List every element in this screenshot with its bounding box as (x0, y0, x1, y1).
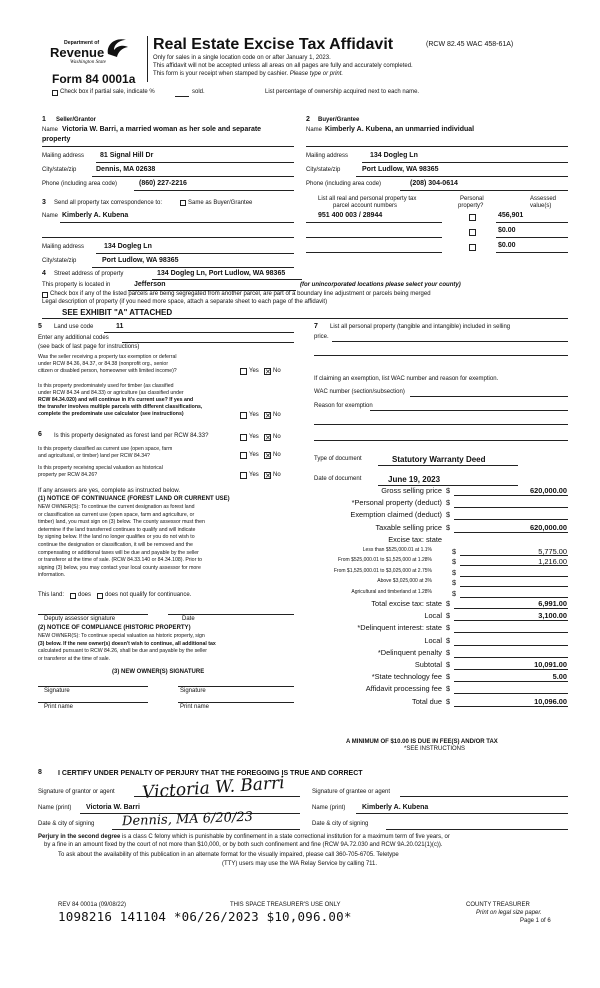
reason-exemption-rule[interactable] (370, 410, 568, 411)
note-1: Only for sales in a single location code on or after January 1, 2023. (153, 55, 331, 61)
section-3-number: 3 (42, 199, 46, 206)
forest-q1-yes-checkbox[interactable] (240, 434, 247, 441)
historic-line-2: (3) below. If the new owner(s) doesn't wish to continue, all additional tax (38, 640, 216, 647)
calc-row-label: Gross selling price (381, 486, 442, 495)
calc-row-rule (460, 586, 568, 587)
calc-row-dollar: $ (446, 510, 451, 520)
legal-desc-label: Legal description of property (if you need more space, attach a separate sheet to each page of the affidavit) (42, 299, 328, 305)
calc-row-label: Taxable selling price (375, 522, 442, 532)
revision-code: REV 84 0001a (09/08/22) (58, 902, 127, 908)
notice-line-3: timber) land, you must sign on (3) below. The county assessor must then (38, 519, 205, 526)
calc-row-rule (454, 632, 568, 633)
buyer-mail-value[interactable]: 134 Dogleg Ln (370, 152, 418, 159)
form-title: Real Estate Excise Tax Affidavit (153, 36, 394, 53)
this-land-label: This land: (38, 592, 65, 598)
forest-q3-line2: property per RCW 84.26? (38, 472, 98, 478)
partial-sale-label: Check box if partial sale, indicate % (60, 89, 155, 95)
correspondence-city-rule (92, 267, 294, 268)
grantee-signature-label: Signature of grantee or agent (312, 789, 391, 795)
if-yes-note: If any answers are yes, complete as instructed below. (38, 488, 181, 494)
section-6-number: 6 (38, 431, 42, 438)
parcel-row-1-rule (306, 222, 442, 223)
deputy-signature-line[interactable] (38, 614, 148, 615)
located-value[interactable]: Jefferson (134, 281, 166, 288)
correspondence-name-value[interactable]: Kimberly A. Kubena (62, 212, 129, 219)
doc-type-value[interactable]: Statutory Warranty Deed (392, 455, 486, 464)
assessed-row-2-rule (496, 237, 568, 238)
calc-row-rule (454, 693, 568, 694)
street-label: Street address of property (54, 271, 124, 277)
owner-signature-line-1[interactable] (38, 686, 148, 687)
parcel-col-header-3b: value(s) (530, 203, 552, 209)
page-number: Page 1 of 6 (520, 918, 551, 924)
treasurer-space-label: THIS SPACE TREASURER'S USE ONLY (230, 902, 341, 908)
timber-question-line5: complete the predominate use calculator (see instructions) (38, 411, 184, 417)
seller-city-value[interactable]: Dennis, MA 02638 (96, 166, 156, 173)
revenue-wordmark: Revenue (50, 45, 105, 60)
calc-row-label: Subtotal (414, 660, 442, 669)
grantee-date-label: Date & city of signing (312, 821, 369, 827)
forest-q3-yes-checkbox[interactable] (240, 472, 247, 479)
calc-row-rule (454, 657, 568, 658)
seller-city-label: City/state/zip (42, 167, 77, 173)
county-treasurer-label: COUNTY TREASURER (466, 902, 530, 908)
located-note: (for unincorporated locations please select your county) (300, 282, 461, 288)
forest-q3-no-checkbox[interactable]: ✕ (265, 472, 271, 480)
correspondence-name-label: Name (42, 213, 59, 219)
note-2: This affidavit will not be accepted unless all areas on all pages are fully and accurately completed. (153, 63, 413, 69)
correspondence-name-rule (60, 222, 294, 223)
forest-q3-yes-label: Yes (249, 472, 259, 478)
parcel-col-header-1b: parcel account numbers (333, 203, 398, 209)
calc-row-value[interactable]: 3,100.00 (538, 611, 567, 621)
see-instructions-note: *SEE INSTRUCTIONS (404, 746, 466, 752)
calc-row-label: *State technology fee (371, 672, 442, 682)
buyer-phone-value[interactable]: (208) 304-0614 (410, 180, 458, 187)
does-not-label: does not qualify for continuance. (105, 592, 192, 598)
grantor-signature-label: Signature of grantor or agent (38, 789, 115, 795)
grantee-print-value[interactable]: Kimberly A. Kubena (362, 804, 429, 811)
seller-city-rule (92, 176, 294, 177)
form-title-ref: (RCW 82.45 WAC 458-61A) (426, 41, 514, 48)
owner-signature-label-2: Signature (180, 688, 206, 694)
note-3-main: This form is your receipt when stamped by cashier. (153, 71, 289, 77)
calc-row-label: Excise tax: state (388, 534, 442, 544)
doc-type-label: Type of document (314, 456, 362, 462)
calc-row-rule (454, 669, 568, 670)
forest-q2-yes-checkbox[interactable] (240, 452, 247, 459)
calc-row-dollar: $ (452, 588, 457, 598)
wac-number-label: WAC number (section/subsection) (314, 389, 405, 395)
forest-q3-line1: Is this property receiving special valuation as historical (38, 465, 163, 471)
calc-row-label: Exemption claimed (deduct) (350, 510, 442, 520)
parcel-col-header-1a: List all real and personal property tax (318, 196, 417, 202)
seller-heading: Seller/Grantor (56, 117, 97, 123)
calc-row-rule (454, 681, 568, 682)
buyer-city-rule (356, 176, 568, 177)
notice-line-7: compensating or additional taxes will be due and payable by the seller (38, 549, 199, 556)
parcel-row-3-rule (306, 252, 442, 253)
reason-exemption-rule-2[interactable] (314, 424, 568, 425)
section-1-number: 1 (42, 116, 46, 123)
calc-row-value[interactable]: 620,000.00 (530, 486, 567, 495)
dor-swirl-icon (104, 36, 130, 58)
header-divider (147, 36, 148, 82)
segregated-label: Check box if any of the listed parcels are being segregated from another parcel, are part of a boundary line adjustment or parcels being merged (50, 291, 431, 297)
calc-row-label: Local (424, 635, 442, 645)
calc-row-rule (454, 507, 568, 508)
owner-signature-label-1: Signature (44, 688, 70, 694)
street-value[interactable]: 134 Dogleg Ln, Port Ludlow, WA 98365 (157, 270, 286, 277)
correspondence-mail-value[interactable]: 134 Dogleg Ln (104, 243, 152, 250)
calc-row-dollar: $ (446, 660, 451, 669)
seller-name-line2[interactable]: property (42, 136, 71, 143)
seller-mail-value[interactable]: 81 Signal Hill Dr (100, 152, 154, 159)
calc-row-label: Agricultural and timberland at 1.28% (351, 588, 432, 595)
timber-question-line4: the transfer involves multiple parcels with different classifications, (38, 404, 203, 410)
legal-paper-note: Print on legal size paper. (476, 910, 542, 916)
exemption-yes-label: Yes (249, 368, 259, 374)
assessed-value-1[interactable]: 456,901 (498, 212, 524, 219)
calc-row-dollar: $ (452, 578, 457, 588)
calc-row-value[interactable]: 10,096.00 (534, 696, 567, 706)
correspondence-city-value[interactable]: Port Ludlow, WA 98365 (102, 257, 179, 264)
deputy-date-label: Date (182, 616, 195, 622)
exemption-question (38, 354, 177, 375)
calc-row-label: Total excise tax: state (371, 599, 442, 608)
forest-q1-no-checkbox[interactable]: ✕ (265, 434, 271, 442)
calc-row-dollar: $ (446, 522, 451, 532)
calc-row-label: Total due (412, 696, 442, 706)
calc-row-dollar: $ (446, 498, 451, 508)
timber-no-checkbox[interactable]: ✕ (265, 412, 271, 420)
calc-row-value[interactable]: 6,991.00 (538, 599, 567, 608)
assessed-row-3-rule (496, 252, 568, 253)
correspondence-mail-rule (96, 253, 294, 254)
section-7-number: 7 (314, 323, 318, 330)
does-label: does (78, 592, 92, 598)
deputy-date-line[interactable] (168, 614, 294, 615)
personal-property-label: List all personal property (tangible and intangible) included in selling (330, 324, 511, 330)
forest-q2 (38, 446, 172, 460)
perjury-line-1 (38, 834, 450, 840)
timber-question-line3: RCW 84.34.020) and will continue in it's current use? If yes and (38, 397, 194, 403)
grantor-print-value[interactable]: Victoria W. Barri (86, 804, 140, 811)
does-qualify-checkbox[interactable] (70, 593, 76, 599)
buyer-phone-rule (400, 190, 568, 191)
calc-row-dollar: $ (446, 599, 451, 608)
calc-row-rule (454, 620, 568, 621)
calc-row-label: From $525,000.01 to $1,525,000 at 1.28% (338, 557, 432, 564)
alt-format-line-1: To ask about the availability of this publication in an alternate format for the visually impaired, please call 360-705-6705. Teletype (58, 852, 399, 858)
calc-row-rule (454, 608, 568, 609)
correspondence-mail-label: Mailing address (42, 244, 85, 250)
personal-property-rule-1[interactable] (332, 341, 568, 342)
calc-row-dollar: $ (446, 696, 451, 706)
personal-property-checkbox-2[interactable] (469, 229, 476, 236)
grantee-date-rule[interactable] (386, 829, 568, 830)
calc-row-value[interactable]: 10,091.00 (534, 660, 567, 669)
forest-q3-no-label: No (273, 472, 281, 478)
cashier-stamp: 1098216 141104 *06/26/2023 $10,096.00* (58, 909, 352, 924)
assessed-row-1-rule (496, 222, 568, 223)
calc-row-label: Local (424, 611, 442, 621)
calc-row-dollar: $ (446, 647, 451, 657)
calc-row-dollar: $ (446, 672, 451, 682)
state-line: Washington State (70, 59, 106, 65)
exemption-yes-checkbox[interactable] (240, 368, 247, 375)
timber-question-line1: Is this property predominately used for timber (as classified (38, 383, 174, 389)
personal-property-checkbox-3[interactable] (469, 244, 476, 251)
personal-property-rule-2[interactable] (314, 355, 568, 356)
exemption-question-line3: citizen or disabled person, homeowner with limited income)? (38, 368, 177, 374)
calc-row-value[interactable]: 1,216.00 (538, 557, 567, 567)
parcel-col-header-2a: Personal (460, 196, 484, 202)
calc-row-value[interactable]: 5,775.00 (538, 547, 567, 556)
calc-row-rule (460, 597, 568, 598)
perjury-bold: Perjury in the second degree (38, 834, 121, 840)
calc-row-label: Less than $525,000.01 at 1.1% (362, 547, 432, 553)
calc-row-dollar: $ (446, 486, 451, 495)
parcel-col-header-3a: Assessed (530, 196, 557, 202)
same-as-buyer-label: Same as Buyer/Grantee (188, 200, 253, 206)
calc-row-dollar: $ (446, 684, 451, 694)
correspondence-city-label: City/state/zip (42, 258, 77, 264)
owner-print-label-2: Print name (180, 704, 210, 710)
timber-yes-checkbox[interactable] (240, 412, 247, 419)
perjury-line-2: by a fine in an amount fixed by the court of not more than $10,000, or by both such confinement and fine (RCW 9A.72.030 and RCW 9A.20.021(1)(c)). (44, 842, 443, 848)
timber-no-label: No (273, 412, 281, 418)
forest-q1-yes-label: Yes (249, 434, 259, 440)
reason-exemption-label: Reason for exemption (314, 403, 373, 409)
calc-row-rule (454, 519, 568, 520)
forest-q1-label: Is this property designated as forest land per RCW 84.33? (54, 433, 209, 439)
calc-row-dollar: $ (446, 635, 451, 645)
calc-row-dollar: $ (452, 547, 457, 556)
assessed-value-2[interactable]: $0.00 (498, 227, 516, 234)
calc-row-label: *Delinquent interest: state (357, 623, 442, 633)
historic-line-3: calculated pursuant to RCW 84.26, shall be due and payable by the seller (38, 648, 207, 655)
parcel-row-2-rule (306, 237, 442, 238)
calc-row-dollar: $ (452, 567, 457, 577)
calc-row-rule (454, 706, 568, 707)
seller-name-label: Name (42, 127, 59, 133)
exemption-no-label: No (273, 368, 281, 374)
notice-line-10: information. (38, 572, 66, 579)
seller-name-rule (42, 146, 294, 147)
seller-name-line1[interactable]: Victoria W. Barri, a married woman as her sole and separate (62, 126, 262, 133)
notice-line-2: or classification as current use (open space, farm and agriculture, or (38, 511, 195, 518)
calc-row-dollar: $ (446, 623, 451, 633)
wac-number-rule[interactable] (410, 396, 568, 397)
grantor-signature-handwritten[interactable]: Victoria W. Barri (141, 773, 286, 803)
doc-type-rule (378, 465, 518, 466)
parcel-col-header-2b: property? (458, 203, 484, 209)
forest-q2-yes-label: Yes (249, 452, 259, 458)
parcel-number-1[interactable]: 951 400 003 / 28944 (318, 212, 383, 219)
note-3 (153, 71, 343, 77)
buyer-phone-label: Phone (including area code) (306, 181, 382, 187)
owner-signature-line-2[interactable] (178, 686, 294, 687)
calc-row-label: Affidavit processing fee (365, 684, 442, 694)
land-use-rule (104, 332, 294, 333)
owner-print-label-1: Print name (44, 704, 74, 710)
doc-date-value[interactable]: June 19, 2023 (388, 475, 441, 484)
reason-exemption-rule-3[interactable] (314, 440, 568, 441)
buyer-name-value[interactable]: Kimberly A. Kubena, an unmarried individual (325, 126, 475, 133)
land-use-code[interactable]: 11 (116, 323, 124, 330)
forest-q2-line2: and agricultural, or timber) land per RCW 84.34? (38, 453, 150, 459)
forest-q2-no-label: No (273, 452, 281, 458)
timber-yes-label: Yes (249, 412, 259, 418)
street-rule (152, 279, 302, 280)
timber-question-line2: under RCW 84.34 and 84.33) or agriculture (as classified under (38, 390, 184, 396)
calc-row-value[interactable]: 5.00 (552, 672, 567, 682)
forest-q2-line1: Is this property classified as current use (open space, farm (38, 446, 173, 452)
form-number: Form 84 0001a (52, 72, 136, 86)
seller-phone-value[interactable]: (860) 227-2216 (139, 180, 187, 187)
deputy-signature-label: Deputy assessor signature (44, 616, 116, 622)
grantor-print-label: Name (print) (38, 805, 72, 811)
land-use-label: Land use code (54, 324, 94, 330)
segregated-checkbox[interactable] (42, 292, 48, 298)
partial-sale-percent-line[interactable] (175, 96, 189, 97)
legal-desc-value[interactable]: SEE EXHIBIT "A" ATTACHED (62, 308, 173, 317)
correspondence-label: Send all property tax correspondence to: (54, 200, 163, 206)
calc-row-rule (454, 532, 568, 533)
notice-line-8: or transferor at the time of sale. (RCW 84.33.140 or 84.34.108). Prior to (38, 557, 203, 564)
buyer-city-label: City/state/zip (306, 167, 341, 173)
section-2-number: 2 (306, 116, 310, 123)
forest-q2-no-checkbox[interactable]: ✕ (265, 452, 271, 460)
calc-row-label: *Delinquent penalty (377, 647, 442, 657)
section-4-number: 4 (42, 270, 46, 277)
doc-date-label: Date of document (314, 476, 362, 482)
partial-sale-sold: sold. (192, 89, 205, 95)
historic-body (38, 633, 216, 663)
grantor-date-handwritten[interactable]: Dennis, MA 6/20/23 (121, 809, 254, 830)
personal-property-checkbox-1[interactable] (469, 214, 476, 221)
notice-continuance-heading: (1) NOTICE OF CONTINUANCE (FOREST LAND OR CURRENT USE) (38, 496, 230, 502)
timber-question (38, 383, 202, 418)
exemption-question-line1: Was the seller receiving a property tax exemption or deferral (38, 354, 177, 360)
seller-phone-rule (134, 190, 294, 191)
section-8-number: 8 (38, 769, 42, 776)
note-3-type: Please type or print. (289, 71, 344, 77)
grantor-signature-rule (134, 796, 300, 797)
exemption-claim-label: If claiming an exemption, list WAC number and reason for exemption. (314, 376, 499, 382)
alt-format-line-2: (TTY) users may use the WA Relay Service by calling 711. (222, 861, 378, 867)
historic-line-1: NEW OWNER(S): To continue special valuation as historic property, sign (38, 633, 205, 639)
buyer-mail-label: Mailing address (306, 153, 349, 159)
notice-line-1: NEW OWNER(S): To continue the current designation as forest land (38, 504, 195, 510)
calc-row-dollar: $ (452, 557, 457, 567)
partial-sale-checkbox[interactable] (52, 90, 58, 96)
calc-row-label: From $1,525,000.01 to $3,025,000 at 2.75% (333, 567, 432, 574)
calc-row-dollar: $ (446, 611, 451, 621)
dept-line: Department of (64, 40, 100, 46)
notice-line-4: determine if the land transferred continues to qualify and will indicate (38, 526, 196, 533)
forest-q1-no-label: No (273, 434, 281, 440)
seller-phone-label: Phone (including area code) (42, 181, 118, 187)
perjury-text: is a class C felony which is punishable by confinement in a state correctional institution for a maximum term of five years, or (120, 834, 450, 840)
correspondence-blank-rule (42, 237, 294, 238)
same-as-buyer-checkbox[interactable] (180, 200, 186, 206)
buyer-name-rule (306, 146, 568, 147)
notice-line-9: signing (3) below, you may contact your local county assessor for more (38, 564, 201, 571)
buyer-mail-rule (362, 162, 568, 163)
grantee-print-rule (356, 813, 568, 814)
does-not-qualify-checkbox[interactable] (97, 593, 103, 599)
exemption-no-checkbox[interactable]: ✕ (265, 368, 271, 376)
forest-q3 (38, 465, 163, 479)
seller-mail-label: Mailing address (42, 153, 85, 159)
historic-heading: (2) NOTICE OF COMPLIANCE (HISTORIC PROPERTY) (38, 625, 191, 631)
seller-mail-rule (96, 162, 294, 163)
personal-property-label2: price. (314, 334, 329, 340)
section-5-number: 5 (38, 323, 42, 330)
owner-print-line-1[interactable] (38, 702, 148, 703)
certify-statement: I CERTIFY UNDER PENALTY OF PERJURY THAT THE FOREGOING IS TRUE AND CORRECT (58, 770, 363, 777)
located-label: This property is located in (42, 282, 111, 288)
calc-row-rule (460, 576, 568, 577)
buyer-heading: Buyer/Grantee (318, 117, 360, 123)
minimum-due-note: A MINIMUM OF $10.00 IS DUE IN FEE(S) AND/OR TAX (346, 739, 498, 745)
calc-row-rule (454, 645, 568, 646)
additional-codes-rule (122, 342, 294, 343)
grantor-date-label: Date & city of signing (38, 821, 95, 827)
legal-desc-rule (42, 318, 568, 319)
new-owner-heading: (3) NEW OWNER(S) SIGNATURE (112, 669, 205, 675)
notice-continuance-body (38, 504, 205, 580)
grantor-date-rule (112, 829, 300, 830)
exemption-question-line2: under RCW 84.36, 84.37, or 84.38 (nonprofit org., senior (38, 361, 169, 367)
calc-row-rule (454, 495, 568, 496)
grantee-print-label: Name (print) (312, 805, 346, 811)
ownership-note: List percentage of ownership acquired next to each name. (265, 89, 420, 95)
historic-line-4: or transferor at the time of sale. (38, 655, 111, 662)
notice-line-5: by signing below. If the land no longer qualifies or you do not wish to (38, 534, 195, 541)
calc-row-label: Above $3,025,000 at 3% (377, 578, 432, 585)
buyer-name-label: Name (306, 127, 323, 133)
assessed-value-3[interactable]: $0.00 (498, 242, 516, 249)
calc-row-label: *Personal property (deduct) (351, 498, 442, 508)
see-back-note: (see back of last page for instructions) (38, 344, 140, 350)
buyer-city-value[interactable]: Port Ludlow, WA 98365 (362, 166, 439, 173)
owner-print-line-2[interactable] (178, 702, 294, 703)
notice-line-6: continue the designation or classification, it will be removed and the (38, 541, 193, 548)
grantee-signature-rule[interactable] (400, 796, 568, 797)
calc-row-value[interactable]: 620,000.00 (530, 522, 567, 532)
additional-codes-label: Enter any additional codes (38, 335, 109, 341)
